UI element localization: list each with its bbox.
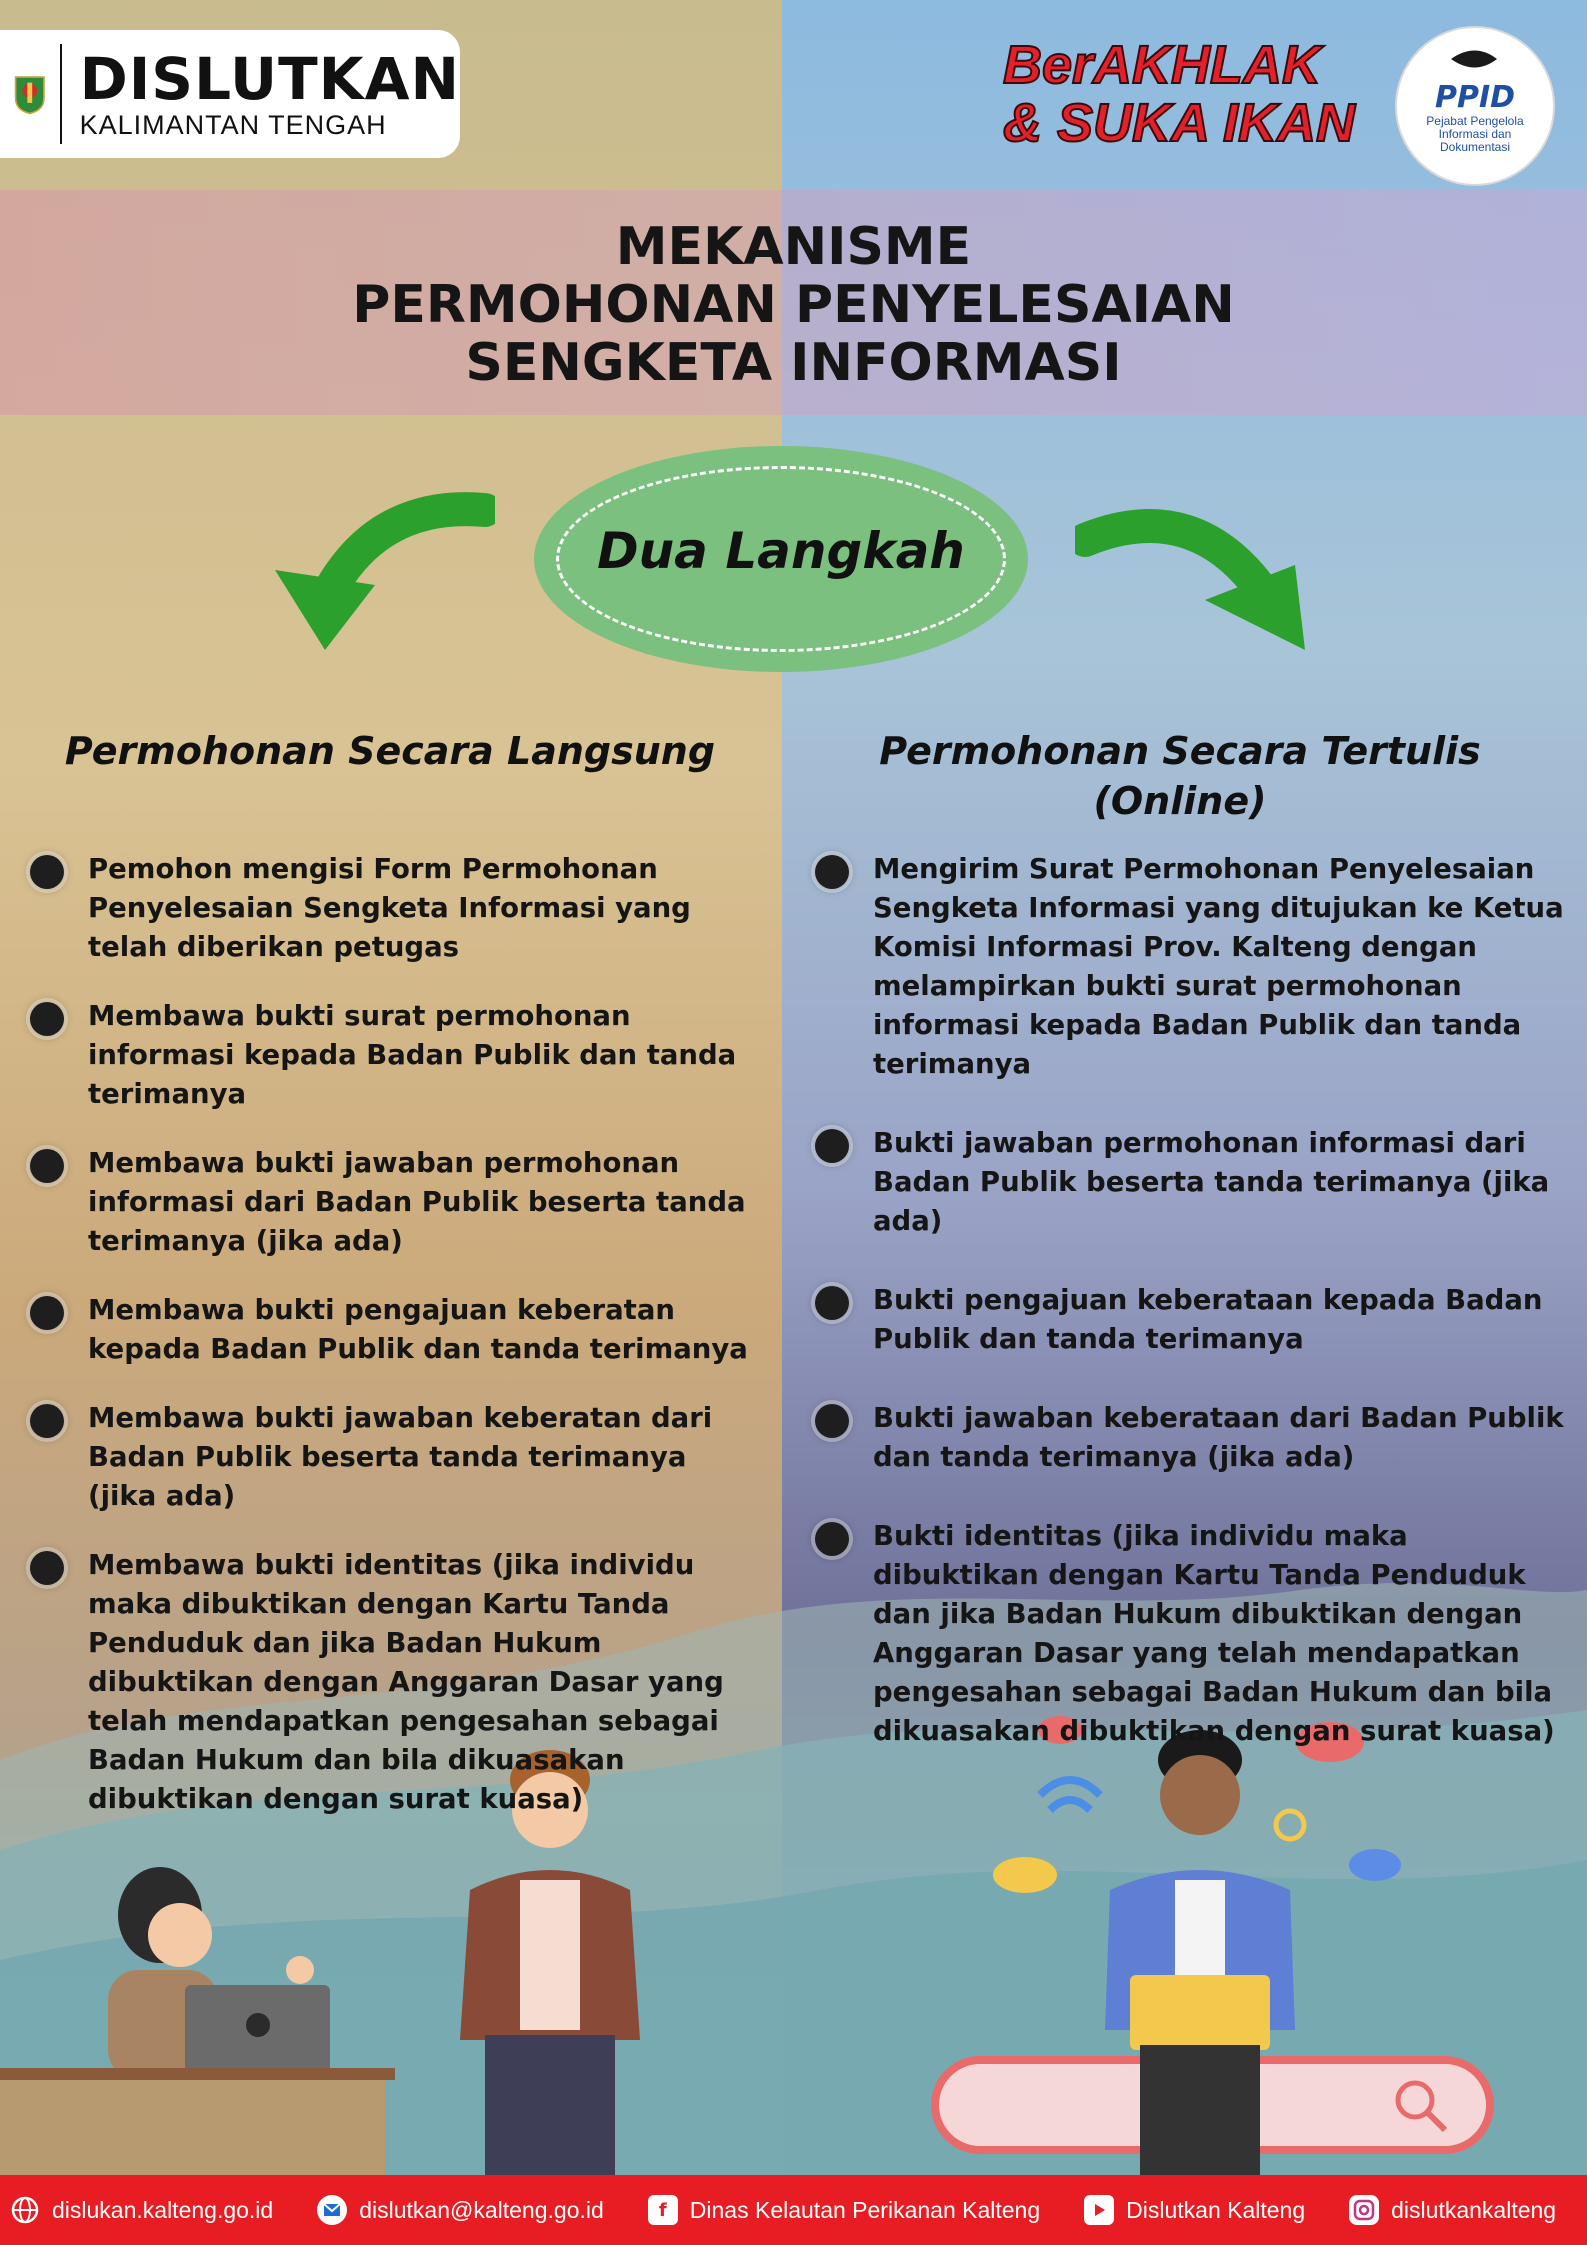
list-item-text: Membawa bukti pengajuan keberatan kepada Badan Publik dan tanda terimanya <box>88 1294 748 1365</box>
left-arrow-icon <box>265 490 495 660</box>
logo-divider <box>60 44 62 144</box>
globe-icon <box>10 2195 40 2225</box>
list-item-text: Pemohon mengisi Form Permohonan Penyelesaian Sengketa Informasi yang telah diberikan petugas <box>88 853 691 963</box>
email-icon <box>317 2195 347 2225</box>
org-title: DISLUTKAN <box>79 44 460 113</box>
list-item <box>30 850 760 967</box>
bullet-icon <box>815 1522 849 1556</box>
province-crest-icon <box>14 44 46 144</box>
list-item-text: Membawa bukti jawaban keberatan dari Badan Publik beserta tanda terimanya (jika ada) <box>88 1402 713 1512</box>
bullet-icon <box>815 1129 849 1163</box>
ppid-logo <box>1395 26 1555 186</box>
right-requirements-list <box>815 850 1565 1751</box>
list-item <box>815 1124 1565 1241</box>
bullet-icon <box>815 1286 849 1320</box>
list-item-text: Bukti pengajuan keberataan kepada Badan Publik dan tanda terimanya <box>873 1284 1543 1355</box>
bullet-icon <box>30 855 64 889</box>
list-item <box>30 1546 760 1819</box>
website-link[interactable] <box>10 2195 273 2225</box>
title-line3: SENGKETA INFORMASI <box>465 333 1122 393</box>
title-line1: MEKANISME <box>615 217 972 277</box>
list-item <box>30 1399 760 1516</box>
bullet-icon <box>815 1404 849 1438</box>
ppid-label: PPID <box>1434 80 1516 115</box>
bullet-icon <box>30 1002 64 1036</box>
list-item-text: Membawa bukti surat permohonan informasi kepada Badan Publik dan tanda terimanya <box>88 1000 737 1110</box>
ppid-sub: Pejabat Pengelola Informasi dan Dokumentasi <box>1426 114 1524 154</box>
motto-line2: & SUKA IKAN <box>1003 93 1356 153</box>
dua-langkah-label: Dua Langkah <box>597 522 965 580</box>
right-heading <box>820 726 1540 826</box>
berakhlak-logo <box>1003 36 1363 154</box>
online-user-illustration <box>920 1700 1520 2175</box>
list-item-text: Membawa bukti jawaban permohonan informasi dari Badan Publik beserta tanda terimanya (jika ada) <box>88 1147 746 1257</box>
facebook-text: Dinas Kelautan Perikanan Kalteng <box>689 2196 1041 2223</box>
facebook-icon: f <box>648 2195 678 2225</box>
motto-line1: BerAKHLAK <box>1003 35 1322 95</box>
bullet-icon <box>815 855 849 889</box>
list-item <box>815 850 1565 1084</box>
list-item-text: Bukti identitas (jika individu maka dibuktikan dengan Kartu Tanda Penduduk dan jika Badan Hukum dibuktikan dengan Anggaran Dasar yang telah mendapatkan pengesahan sebagai Badan Hukum dan bila dikuasakan dibuktikan dengan surat kuasa) <box>873 1520 1555 1747</box>
instagram-link[interactable] <box>1349 2195 1556 2225</box>
list-item <box>815 1281 1565 1359</box>
youtube-icon <box>1084 2195 1114 2225</box>
page-title <box>0 218 1587 392</box>
list-item <box>30 997 760 1114</box>
website-text: dislukan.kalteng.go.id <box>52 2196 274 2223</box>
bullet-icon <box>30 1551 64 1585</box>
bullet-icon <box>30 1296 64 1330</box>
officer-illustration <box>0 1840 400 2175</box>
youtube-link[interactable] <box>1084 2195 1305 2225</box>
right-heading-line2: (Online) <box>1093 779 1267 823</box>
email-link[interactable] <box>317 2195 604 2225</box>
list-item-text: Mengirim Surat Permohonan Penyelesaian Sengketa Informasi yang ditujukan ke Ketua Komisi Informasi Prov. Kalteng dengan melampirkan bukti surat permohonan informasi kepada Badan Publik dan tanda terimanya <box>873 853 1564 1080</box>
email-text: dislutkan@kalteng.go.id <box>359 2196 604 2223</box>
left-requirements-list <box>30 850 760 1819</box>
list-item-text: Bukti jawaban permohonan informasi dari Badan Publik beserta tanda terimanya (jika ada) <box>873 1127 1550 1237</box>
list-item <box>815 1517 1565 1751</box>
org-subtitle: KALIMANTAN TENGAH <box>79 109 387 140</box>
list-item-text: Membawa bukti identitas (jika individu maka dibuktikan dengan Kartu Tanda Penduduk dan jika Badan Hukum dibuktikan dengan Anggaran Dasar yang telah mendapatkan pengesahan sebagai Badan Hukum dan bila dikuasakan dibuktikan dengan surat kuasa) <box>88 1549 724 1815</box>
list-item <box>815 1399 1565 1477</box>
left-heading: Permohonan Secara Langsung <box>64 729 716 773</box>
facebook-link[interactable] <box>648 2195 1040 2225</box>
list-item <box>30 1144 760 1261</box>
instagram-text: dislutkankalteng <box>1391 2196 1557 2223</box>
fish-icon <box>1445 42 1505 76</box>
bullet-icon <box>30 1404 64 1438</box>
title-line2: PERMOHONAN PENYELESAIAN <box>352 275 1235 335</box>
bullet-icon <box>30 1149 64 1183</box>
dislutkan-logo <box>0 30 460 158</box>
list-item <box>30 1291 760 1369</box>
contact-footer <box>0 2175 1587 2245</box>
youtube-text: Dislutkan Kalteng <box>1126 2196 1306 2223</box>
list-item-text: Bukti jawaban keberataan dari Badan Publik dan tanda terimanya (jika ada) <box>873 1402 1564 1473</box>
right-heading-line1: Permohonan Secara Tertulis <box>879 729 1481 773</box>
instagram-icon <box>1349 2195 1379 2225</box>
right-arrow-icon <box>1075 505 1315 655</box>
